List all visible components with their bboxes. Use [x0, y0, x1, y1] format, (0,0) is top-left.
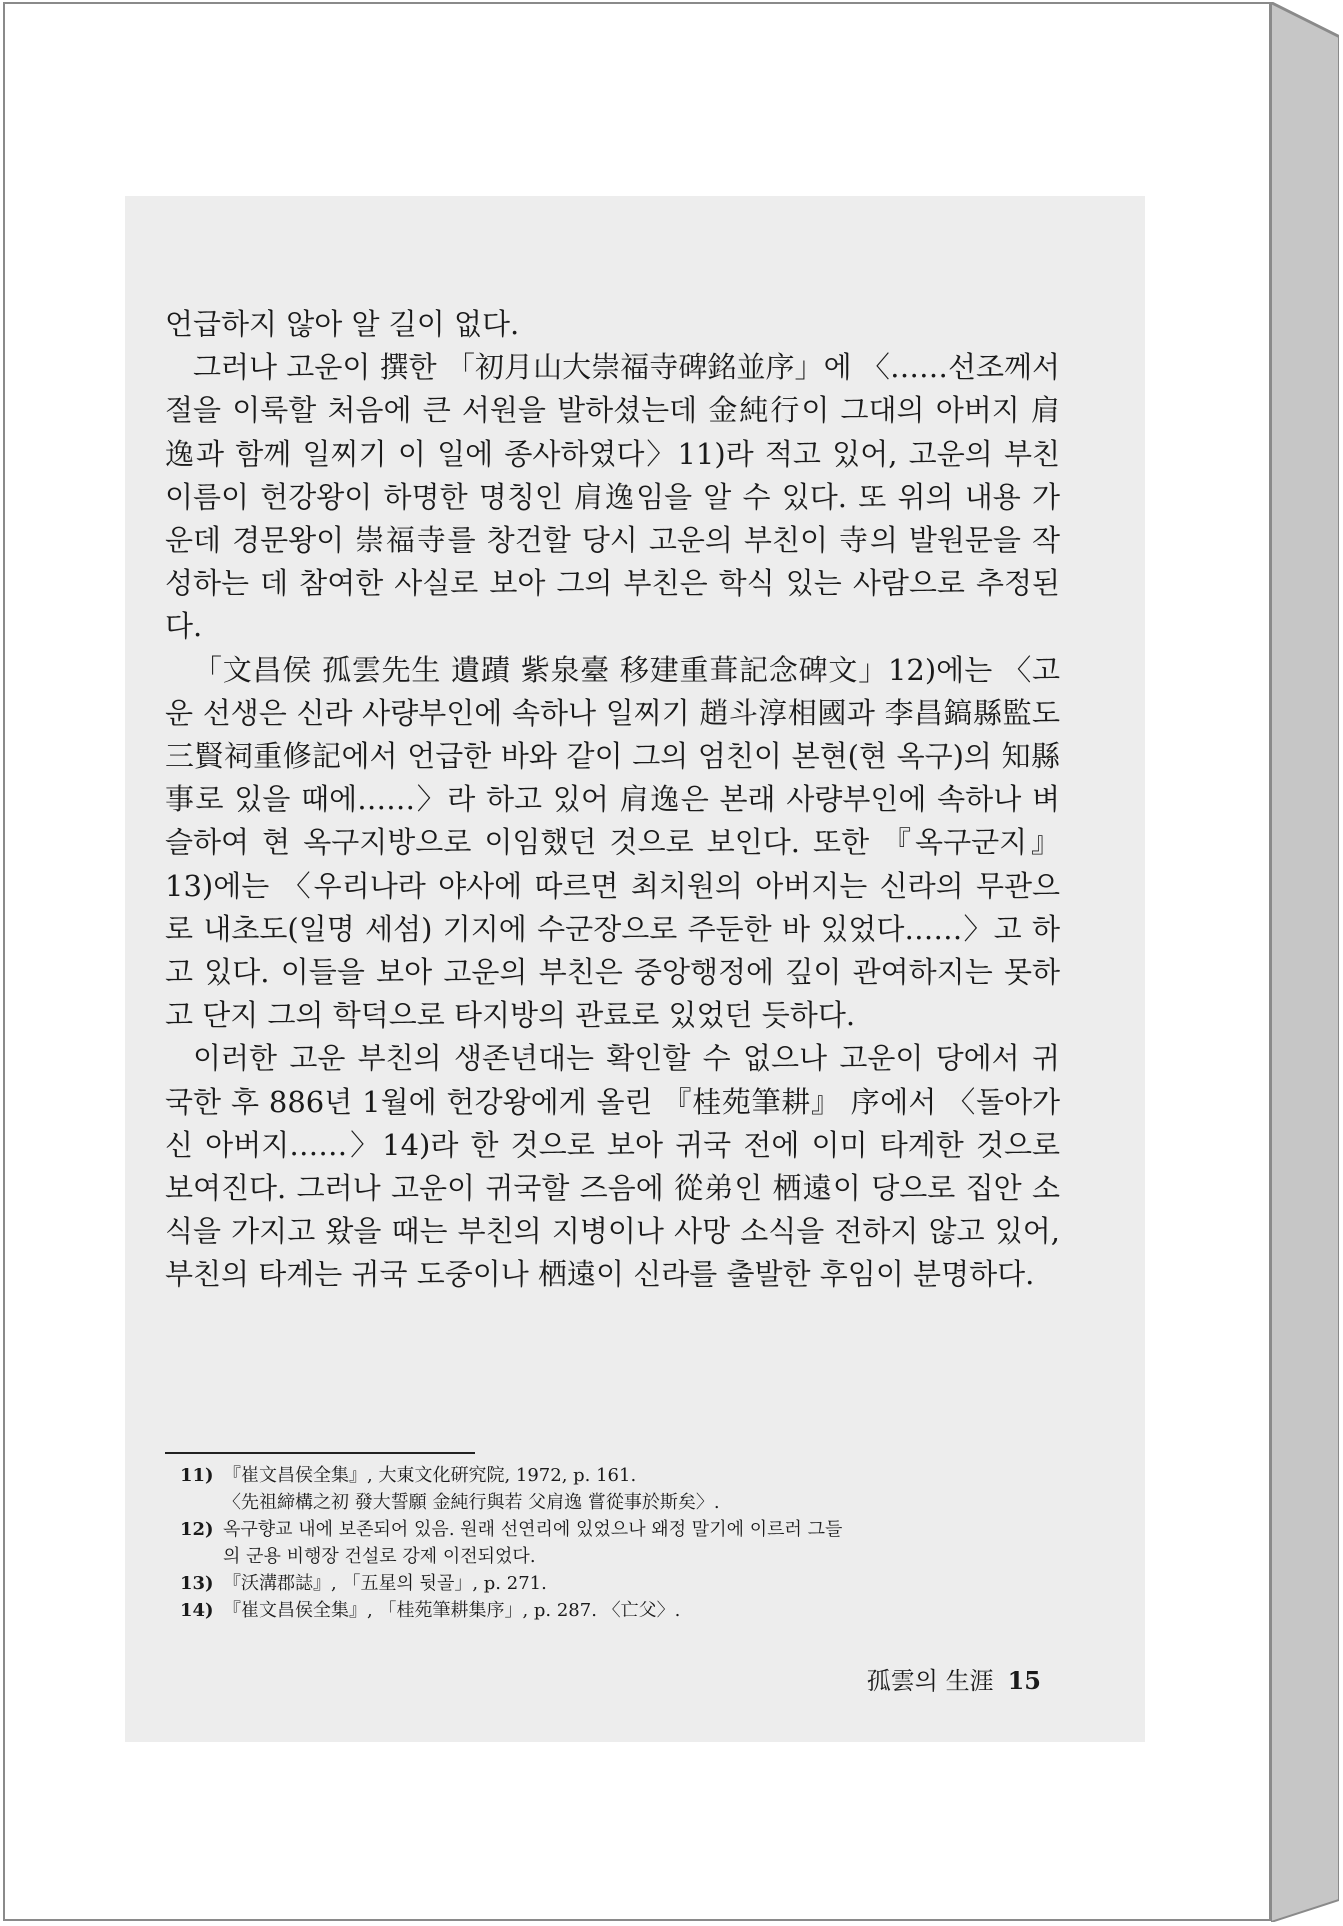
running-footer [867, 1661, 1041, 1696]
footnote [180, 1570, 1060, 1597]
footnote-text: 『沃溝郡誌』, 「五星의 뒷골」, p. 271. [223, 1573, 547, 1594]
running-title: 孤雲의 生涯 [866, 1667, 994, 1695]
page-number: 15 [1007, 1666, 1041, 1695]
footnotes [180, 1462, 1060, 1624]
footnote-separator [165, 1452, 475, 1454]
footnote-number: 13) [180, 1573, 214, 1594]
paragraph: 언급하지 않아 알 길이 없다. [165, 307, 520, 341]
footnote-text: 옥구향교 내에 보존되어 있음. 원래 선연리에 있었으나 왜정 말기에 이르러 그들 [223, 1519, 843, 1540]
footnote [180, 1462, 1060, 1516]
book-spine-graphic [1271, 2, 1339, 1922]
footnote-number: 14) [180, 1600, 214, 1621]
paragraph: 「文昌侯 孤雲先生 遺蹟 紫泉臺 移建重葺記念碑文」12)에는 〈고운 선생은 신라 사량부인에 속하나 일찌기 趙斗淳相國과 李昌鎬縣監도 三賢祠重修記에서 언급한 바와 같이 그의 엄친이 본현(현 옥구)의 知縣事로 있을 때에……〉라 하고 있어 肩逸은 본래 사량부인에 속하나 벼슬하여 현 옥구지방으로 이임했던 것으로 보인다. 또한 『옥구군지』13)에는 〈우리나라 야사에 따르면 최치원의 아버지는 신라의 무관으로 내초도(일명 세섬) 기지에 수군장으로 주둔한 바 있었다……〉고 하고 있다. 이들을 보아 고운의 부친은 중앙행정에 깊이 관여하지는 못하고 단지 그의 학덕으로 타지방의 관료로 있었던 듯하다. [165, 652, 1060, 1033]
footnote-number: 12) [180, 1519, 214, 1540]
footnote-text: 의 군용 비행장 건설로 강제 이전되었다. [223, 1546, 536, 1567]
footnote-text: 〈先祖締構之初 發大誓願 金純行與若 父肩逸 嘗從事於斯矣〉. [223, 1492, 720, 1513]
footnote [180, 1516, 1060, 1570]
footnote-number: 11) [180, 1465, 214, 1486]
footnote-text: 『崔文昌侯全集』, 「桂苑筆耕集序」, p. 287. 〈亡父〉. [223, 1600, 681, 1621]
footnote-text: 『崔文昌侯全集』, 大東文化硏究院, 1972, p. 161. [223, 1465, 637, 1486]
paragraph: 이러한 고운 부친의 생존년대는 확인할 수 없으나 고운이 당에서 귀국한 후 886년 1월에 헌강왕에게 올린 『桂苑筆耕』 序에서 〈돌아가신 아버지……〉14)라 한 것으로 보아 귀국 전에 이미 타계한 것으로 보여진다. 그러나 고운이 귀국할 즈음에 從弟인 栖遠이 당으로 집안 소식을 가지고 왔을 때는 부친의 지병이나 사망 소식을 전하지 않고 있어, 부친의 타계는 귀국 도중이나 栖遠이 신라를 출발한 후임이 분명하다. [165, 1041, 1060, 1292]
main-text [165, 303, 1060, 1297]
footnote [180, 1597, 1060, 1624]
book-spine-edge [1271, 2, 1339, 1922]
paragraph: 그러나 고운이 撰한 「初月山大崇福寺碑銘並序」에 〈……선조께서 절을 이룩할 처음에 큰 서원을 발하셨는데 金純行이 그대의 아버지 肩逸과 함께 일찌기 이 일에 종사하였다〉11)라 적고 있어, 고운의 부친 이름이 헌강왕이 하명한 명칭인 肩逸임을 알 수 있다. 또 위의 내용 가운데 경문왕이 崇福寺를 창건할 당시 고운의 부친이 寺의 발원문을 작성하는 데 참여한 사실로 보아 그의 부친은 학식 있는 사람으로 추정된다. [165, 350, 1060, 644]
